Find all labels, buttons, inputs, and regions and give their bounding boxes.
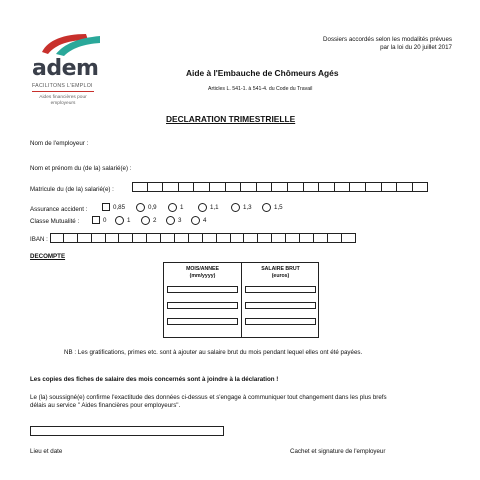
- mutualite-option-0[interactable]: [92, 216, 106, 224]
- iban-box[interactable]: [133, 233, 147, 243]
- matricule-box[interactable]: [382, 182, 398, 192]
- col-month-header: [164, 266, 241, 280]
- mutualite-option-label: 2: [153, 217, 157, 224]
- assurance-option-label: 1,3: [243, 204, 252, 211]
- checkbox-icon[interactable]: [92, 216, 100, 224]
- matricule-box[interactable]: [335, 182, 351, 192]
- document-title: DECLARATION TRIMESTRIELLE: [166, 114, 296, 124]
- confirmation-line2: délais au service " Aides financières pour employeurs".: [30, 402, 181, 409]
- iban-box[interactable]: [286, 233, 300, 243]
- iban-box[interactable]: [175, 233, 189, 243]
- iban-box[interactable]: [244, 233, 258, 243]
- iban-box[interactable]: [161, 233, 175, 243]
- salary-input[interactable]: [245, 302, 316, 309]
- radio-icon[interactable]: [136, 203, 145, 212]
- matricule-box[interactable]: [194, 182, 210, 192]
- radio-icon[interactable]: [166, 216, 175, 225]
- assurance-option-label: 1: [180, 204, 184, 211]
- nb-note: NB : Les gratifications, primes etc. sont à ajouter au salaire brut du mois pendant lequel elles ont été payées.: [64, 349, 363, 356]
- iban-box[interactable]: [78, 233, 92, 243]
- matricule-box[interactable]: [272, 182, 288, 192]
- signature-label: Cachet et signature de l'employeur: [290, 448, 386, 455]
- header-title: Aide à l'Embauche de Chômeurs Agés: [186, 68, 339, 78]
- matricule-box[interactable]: [257, 182, 273, 192]
- iban-box[interactable]: [119, 233, 133, 243]
- matricule-box[interactable]: [366, 182, 382, 192]
- matricule-box[interactable]: [304, 182, 320, 192]
- employer-label: Nom de l'employeur :: [30, 140, 89, 147]
- logo-tagline: FACILITONS L'EMPLOI: [32, 83, 93, 89]
- matricule-box[interactable]: [210, 182, 226, 192]
- radio-icon[interactable]: [262, 203, 271, 212]
- assurance-option-09[interactable]: [136, 203, 157, 212]
- salary-input[interactable]: [245, 286, 316, 293]
- logo-subline-2: employeurs: [50, 101, 76, 106]
- iban-box[interactable]: [203, 233, 217, 243]
- mutualite-option-3[interactable]: [166, 216, 181, 225]
- iban-box[interactable]: [258, 233, 272, 243]
- mutualite-label: Classe Mutualité :: [30, 218, 80, 225]
- iban-box[interactable]: [300, 233, 314, 243]
- radio-icon[interactable]: [115, 216, 124, 225]
- matricule-box[interactable]: [163, 182, 179, 192]
- col-month-format: (mm/yyyy): [189, 273, 216, 279]
- iban-box[interactable]: [272, 233, 286, 243]
- assurance-option-label: 1,1: [210, 204, 219, 211]
- radio-icon[interactable]: [168, 203, 177, 212]
- iban-box[interactable]: [189, 233, 203, 243]
- place-date-label: Lieu et date: [30, 448, 63, 455]
- matricule-box[interactable]: [241, 182, 257, 192]
- iban-box[interactable]: [64, 233, 78, 243]
- adem-logo: [26, 26, 106, 116]
- matricule-box[interactable]: [288, 182, 304, 192]
- matricule-label: Matricule du (de la) salarié(e) :: [30, 186, 114, 193]
- place-date-input[interactable]: [30, 426, 224, 436]
- mutualite-option-label: 4: [203, 217, 207, 224]
- iban-box[interactable]: [342, 233, 356, 243]
- assurance-option-13[interactable]: [231, 203, 252, 212]
- iban-box[interactable]: [106, 233, 120, 243]
- iban-box[interactable]: [314, 233, 328, 243]
- col-salary-header: [242, 266, 319, 280]
- logo-word: adem: [32, 56, 99, 81]
- legal-basis: [323, 36, 452, 52]
- mutualite-option-4[interactable]: [191, 216, 206, 225]
- iban-box[interactable]: [50, 233, 64, 243]
- matricule-box[interactable]: [132, 182, 148, 192]
- logo-subline: [32, 95, 94, 107]
- iban-box[interactable]: [147, 233, 161, 243]
- matricule-box[interactable]: [413, 182, 429, 192]
- mutualite-option-label: 3: [178, 217, 182, 224]
- iban-box[interactable]: [231, 233, 245, 243]
- mutualite-option-2[interactable]: [141, 216, 156, 225]
- iban-boxes[interactable]: [50, 233, 356, 243]
- month-input[interactable]: [167, 302, 238, 309]
- decompte-label: DECOMPTE: [30, 253, 66, 260]
- header-subtitle: Articles L. 541-1. à 541-4. du Code du Travail: [208, 86, 313, 92]
- assurance-label: Assurance accident :: [30, 206, 88, 213]
- legal-basis-line2: par la loi du 20 juillet 2017: [380, 44, 452, 51]
- iban-box[interactable]: [217, 233, 231, 243]
- iban-box[interactable]: [328, 233, 342, 243]
- iban-label: IBAN :: [30, 236, 48, 243]
- logo-swoosh-icon: [26, 26, 106, 58]
- matricule-box[interactable]: [397, 182, 413, 192]
- confirmation-text: [30, 394, 460, 410]
- assurance-option-085[interactable]: [102, 203, 125, 211]
- matricule-box[interactable]: [350, 182, 366, 192]
- assurance-option-label: 0,85: [113, 203, 126, 211]
- col-salary-unit: (euros): [271, 273, 290, 279]
- matricule-boxes[interactable]: [132, 182, 428, 192]
- radio-icon[interactable]: [191, 216, 200, 225]
- assurance-option-15[interactable]: [262, 203, 283, 212]
- mutualite-option-1[interactable]: [115, 216, 130, 225]
- assurance-option-label: 1,5: [274, 204, 283, 211]
- radio-icon[interactable]: [141, 216, 150, 225]
- radio-icon[interactable]: [231, 203, 240, 212]
- copies-note: Les copies des fiches de salaire des mois concernés sont à joindre à la déclaration !: [30, 376, 279, 383]
- assurance-option-1[interactable]: [168, 203, 183, 212]
- matricule-box[interactable]: [319, 182, 335, 192]
- logo-subline-1: Aides financières pour: [39, 95, 87, 100]
- mutualite-option-label: 0: [103, 216, 107, 224]
- radio-icon[interactable]: [198, 203, 207, 212]
- checkbox-icon[interactable]: [102, 203, 110, 211]
- matricule-box[interactable]: [179, 182, 195, 192]
- mutualite-option-label: 1: [127, 217, 131, 224]
- matricule-box[interactable]: [226, 182, 242, 192]
- assurance-option-label: 0,9: [148, 204, 157, 211]
- col-salary-title: SALAIRE BRUT: [261, 266, 300, 272]
- matricule-box[interactable]: [148, 182, 164, 192]
- month-input[interactable]: [167, 318, 238, 325]
- employee-label: Nom et prénom du (de la) salarié(e) :: [30, 165, 132, 172]
- salary-input[interactable]: [245, 318, 316, 325]
- decompte-table: [163, 262, 319, 338]
- month-input[interactable]: [167, 286, 238, 293]
- col-month-title: MOIS/ANNEE: [186, 266, 219, 272]
- iban-box[interactable]: [92, 233, 106, 243]
- legal-basis-line1: Dossiers accordés selon les modalités prévues: [323, 36, 452, 43]
- assurance-option-11[interactable]: [198, 203, 219, 212]
- confirmation-line1: Le (la) soussigné(e) confirme l'exactitude des données ci-dessus et s'engage à communiquer tout changement dans les plus brefs: [30, 394, 387, 401]
- logo-divider: [32, 91, 94, 92]
